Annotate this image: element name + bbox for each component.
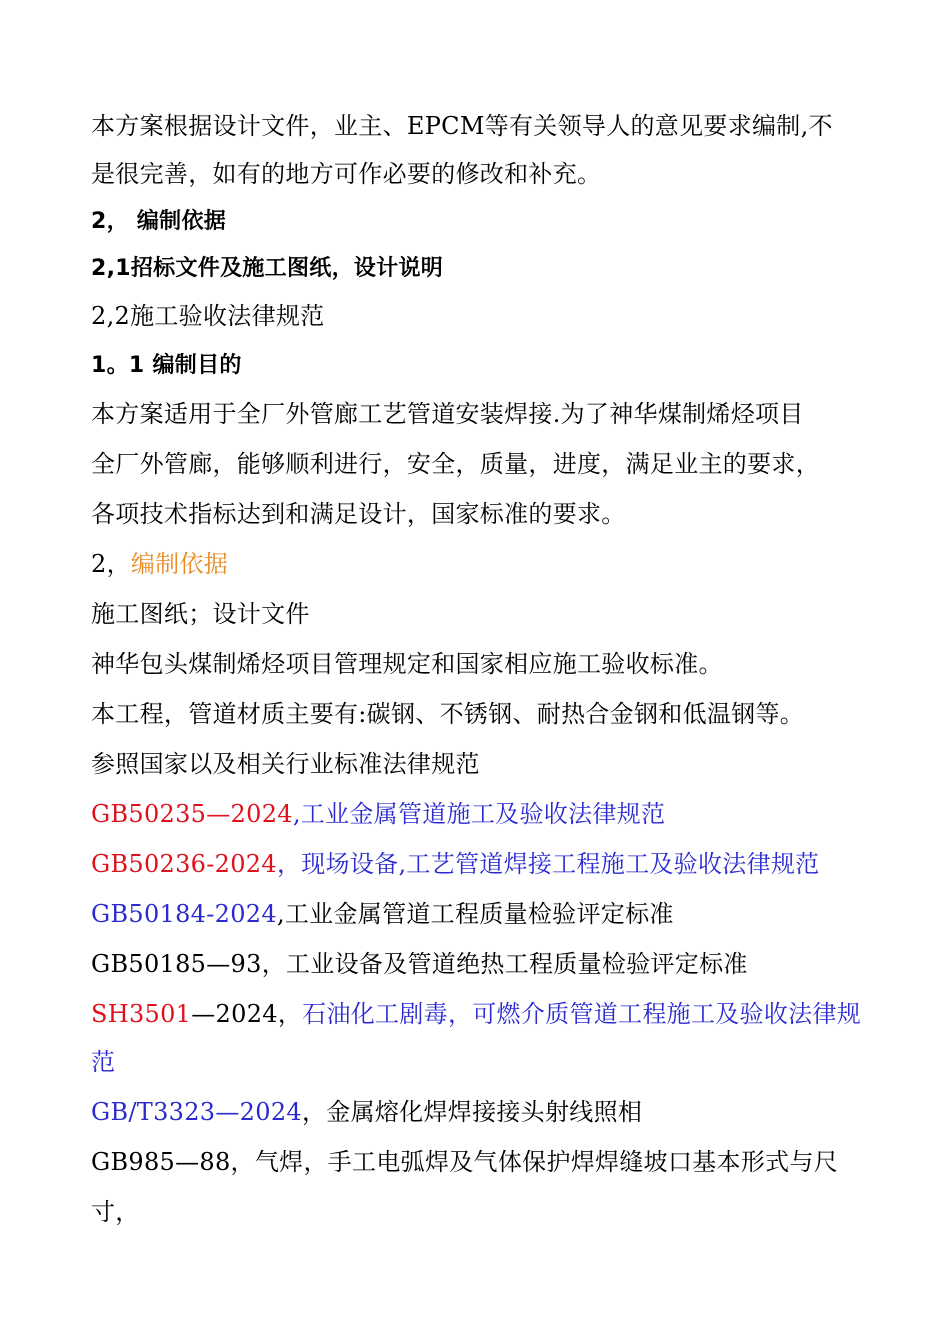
standard-title: ,工业金属管道施工及验收法律规范 [292,800,666,828]
standard-year: —2024， [191,1000,303,1028]
basis-heading [91,548,228,580]
standard-sh3501-continued: 范 [91,1048,116,1076]
standard-gb985-continued: 寸， [91,1198,140,1226]
standard-gb985: GB985—88，气焊，手工电弧焊及气体保护焊焊缝坡口基本形式与尺 [91,1148,839,1176]
standard-code: GB/T3323—2024 [91,1098,302,1126]
standard-gb50236 [91,848,819,880]
subsection-2-1: 2,1招标文件及施工图纸，设计说明 [91,256,444,281]
section-heading-basis: 2， 编制依据 [91,209,227,234]
standard-sh3501 [91,998,861,1030]
section-heading-purpose: 1。1 编制目的 [91,353,242,378]
standard-title: ，金属熔化焊焊接接头射线照相 [301,1098,643,1126]
basis-item-drawings: 施工图纸；设计文件 [91,600,310,628]
purpose-line-3: 各项技术指标达到和满足设计，国家标准的要求。 [91,500,626,528]
basis-heading-label: 编制依据 [130,550,229,578]
standard-gb50185: GB50185—93，工业设备及管道绝热工程质量检验评定标准 [91,950,748,978]
intro-line-2: 是很完善，如有的地方可作必要的修改和补充。 [91,160,602,188]
standard-code: GB50236-2024 [91,850,277,878]
standard-code: SH3501 [91,1000,192,1028]
standard-code: GB50235—2024 [91,800,293,828]
standard-code: GB50184-2024 [91,900,277,928]
standard-title: ，现场设备,工艺管道焊接工程施工及验收法律规范 [276,850,820,878]
standard-gb50184 [91,898,674,930]
purpose-line-1: 本方案适用于全厂外管廊工艺管道安装焊接.为了神华煤制烯烃项目 [91,400,804,428]
basis-item-standards-intro: 参照国家以及相关行业标准法律规范 [91,750,480,778]
standard-gb50235 [91,798,665,830]
basis-item-materials: 本工程，管道材质主要有:碳钢、不锈钢、耐热合金钢和低温钢等。 [91,700,805,728]
basis-heading-number: 2， [91,550,131,578]
subsection-2-2: 2,2施工验收法律规范 [91,302,325,330]
standard-title: ,工业金属管道工程质量检验评定标准 [276,900,674,928]
intro-line-1: 本方案根据设计文件，业主、EPCM等有关领导人的意见要求编制,不 [91,112,833,140]
standard-gbt3323 [91,1096,642,1128]
basis-item-regulations: 神华包头煤制烯烃项目管理规定和国家相应施工验收标准。 [91,650,723,678]
purpose-line-2: 全厂外管廊，能够顺利进行，安全，质量，进度，满足业主的要求， [91,450,820,478]
standard-title: 石油化工剧毒，可燃介质管道工程施工及验收法律规 [302,1000,862,1028]
